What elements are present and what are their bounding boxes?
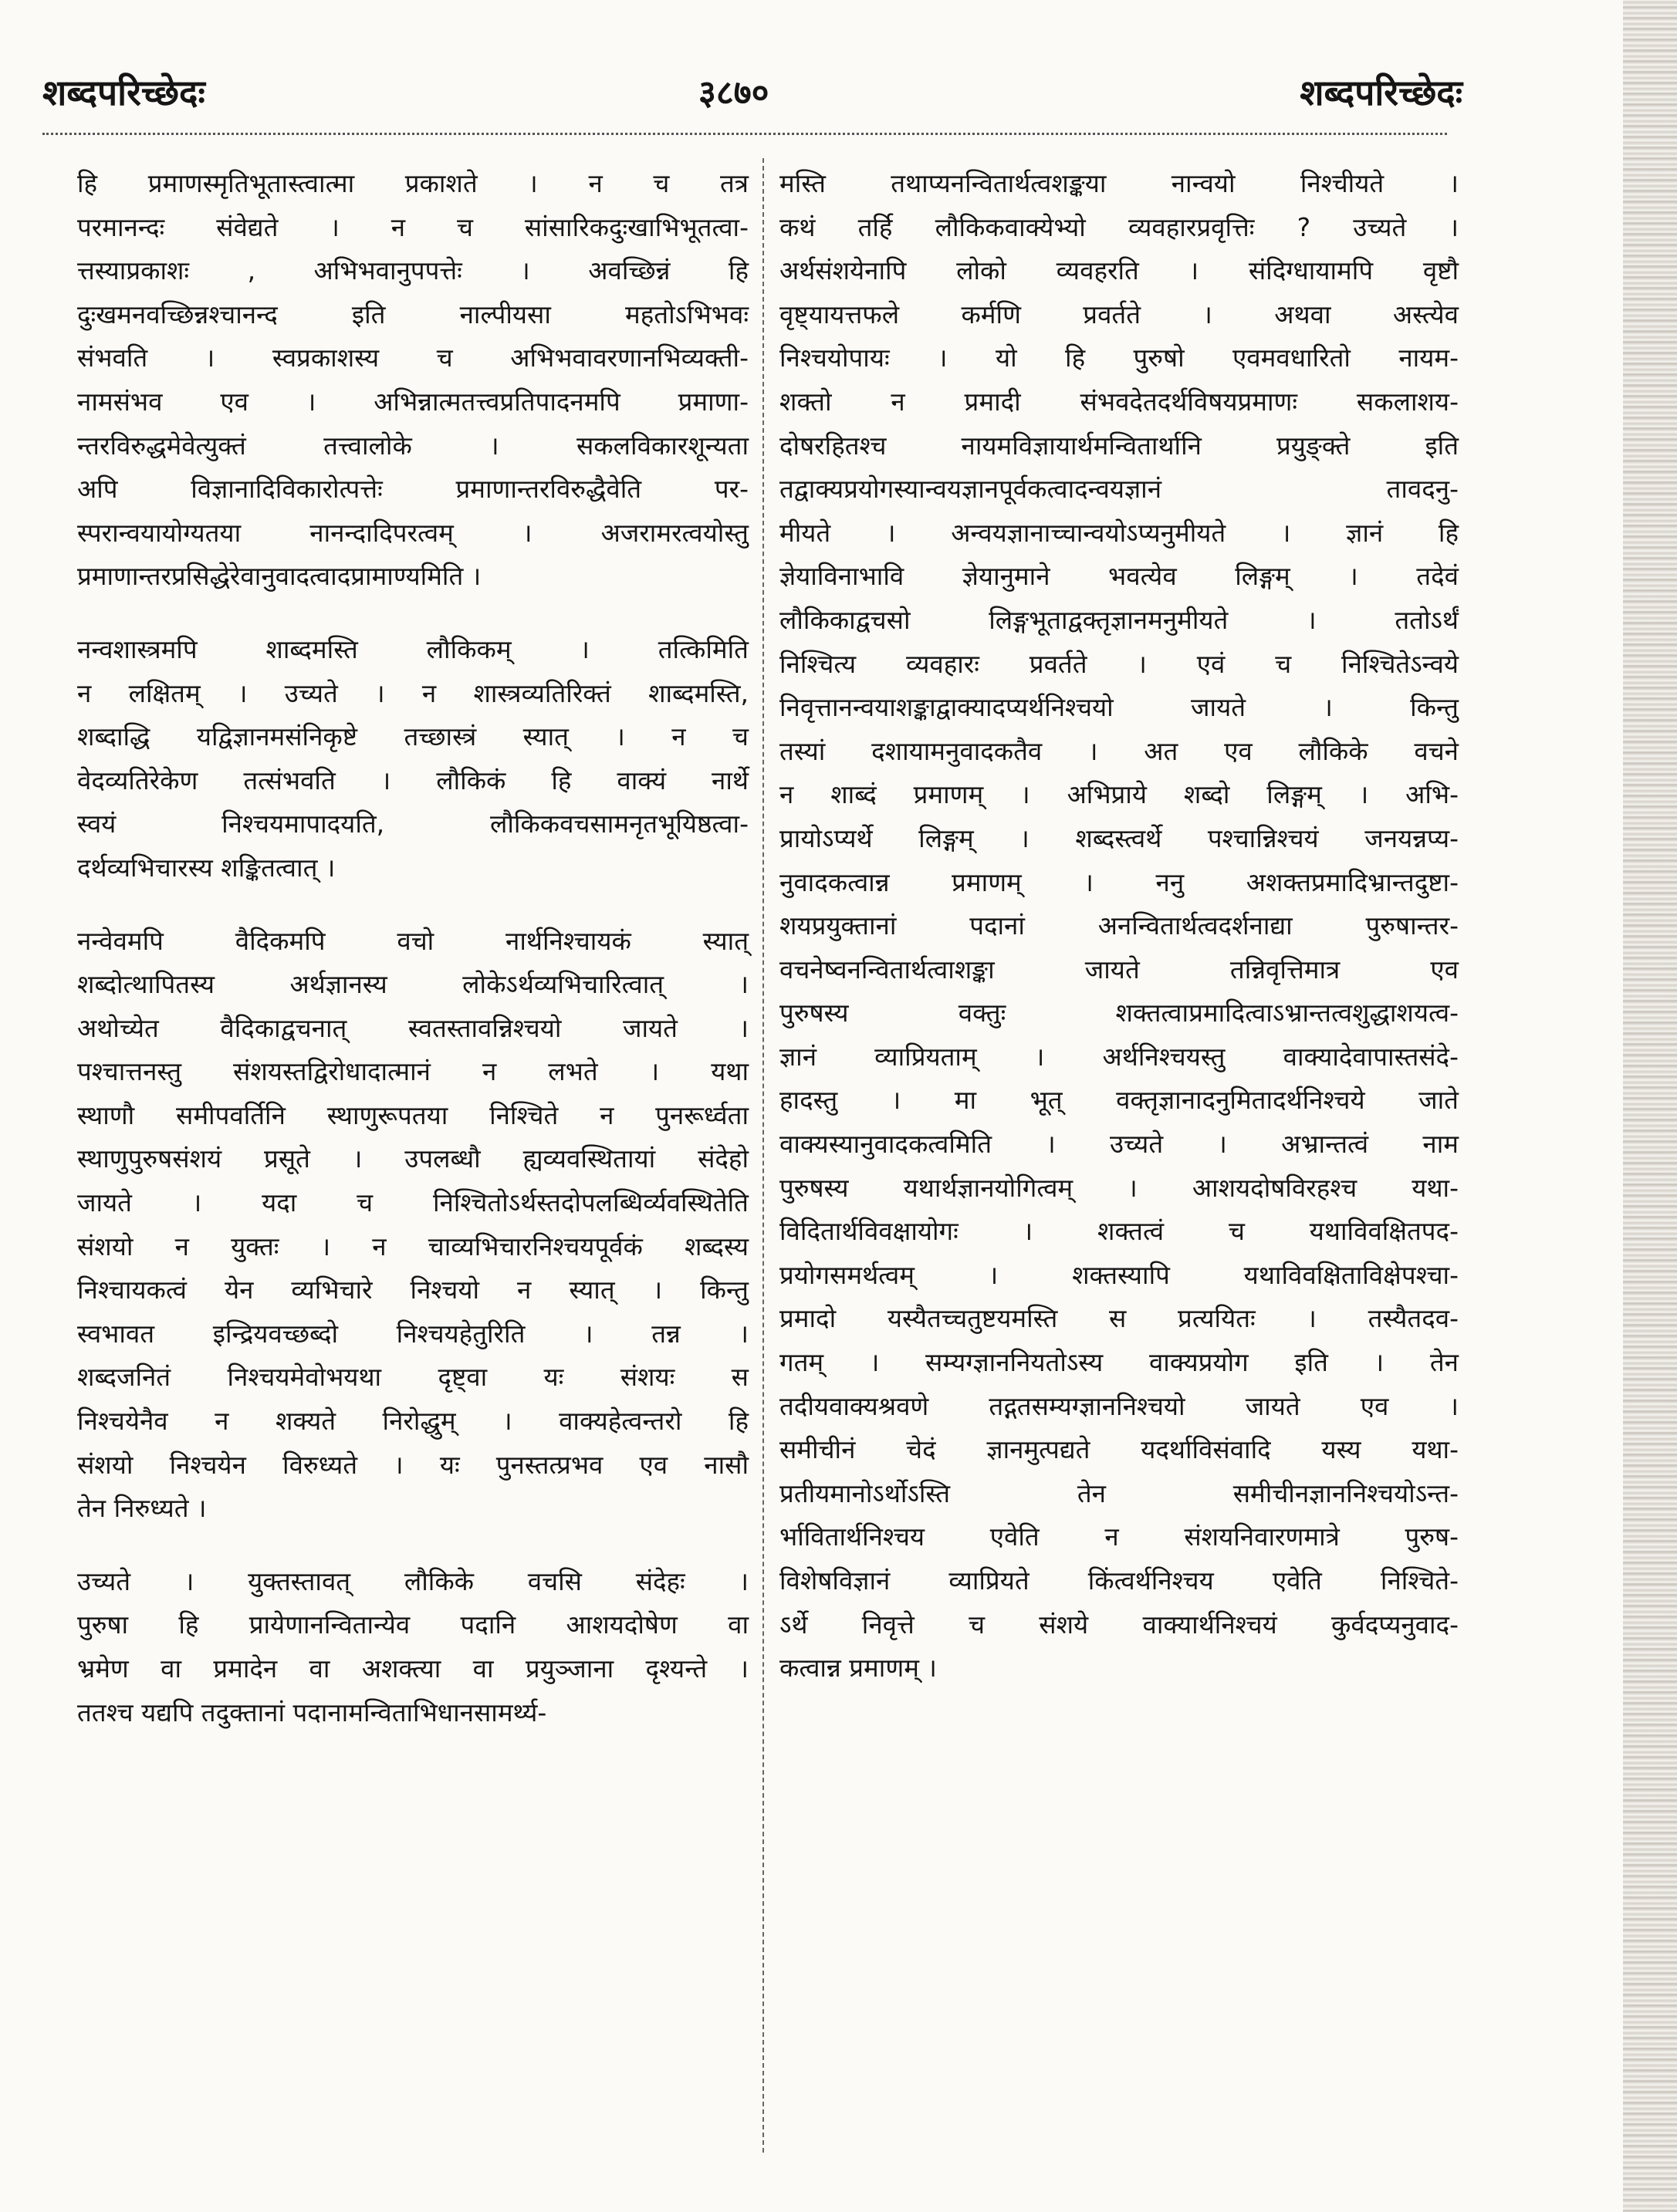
text-line: प्रायोऽप्यर्थे लिङ्गम् । शब्दस्त्वर्थे पश्चान्निश्चयं जनयन्नप्य- bbox=[779, 822, 1459, 853]
text-line: हि प्रमाणस्मृतिभूतास्त्वात्मा प्रकाशते । न च तत्र bbox=[77, 168, 749, 198]
text-line: भ्रमेण वा प्रमादेन वा अशक्त्या वा प्रयुञ्जाना दृश्यन्ते । bbox=[77, 1653, 749, 1683]
text-line: तद्वाक्यप्रयोगस्यान्वयज्ञानपूर्वकत्वादन्वयज्ञानं तावदनु- bbox=[779, 474, 1459, 505]
text-line: प्रयोगसमर्थत्वम् । शक्तस्यापि यथाविवक्षिताविक्षेपश्चा- bbox=[779, 1259, 1459, 1290]
paragraph bbox=[77, 1560, 749, 1734]
paragraph bbox=[779, 162, 1459, 1690]
text-line: जायते । यदा च निश्चितोऽर्थस्तदोपलब्धिर्व्यवस्थितेति bbox=[77, 1187, 749, 1218]
left-column bbox=[77, 162, 749, 1734]
text-line: ज्ञेयाविनाभावि ज्ञेयानुमाने भवत्येव लिङ्गम् । तदेवं bbox=[779, 561, 1459, 592]
text-line: न्तरविरुद्धमेवेत्युक्तं तत्त्वालोके । सकलविकारशून्यता bbox=[77, 430, 749, 461]
text-line: नुवादकत्वान्न प्रमाणम् । ननु अशक्तप्रमादिभ्रान्तदुष्टा- bbox=[779, 866, 1459, 897]
text-line: अपि विज्ञानादिविकारोत्पत्तेः प्रमाणान्तरविरुद्धैवेति पर- bbox=[77, 474, 749, 505]
text-line: दोषरहितश्च नायमविज्ञायार्थमन्वितार्थानि प्रयुङ्क्ते इति bbox=[779, 430, 1459, 461]
text-line: तदीयवाक्यश्रवणे तद्गतसम्यग्ज्ञाननिश्चयो जायते एव । bbox=[779, 1390, 1459, 1421]
text-line: शक्तो न प्रमादी संभवदेतदर्थविषयप्रमाणः सकलाशय- bbox=[779, 386, 1459, 417]
text-line: प्रतीयमानोऽर्थोऽस्ति तेन समीचीनज्ञाननिश्चयोऽन्त- bbox=[779, 1477, 1459, 1508]
text-line: स्परान्वयायोग्यतया नानन्दादिपरत्वम् । अजरामरत्वयोस्तु bbox=[77, 517, 749, 548]
text-line: र्भावितार्थनिश्चय एवेति न संशयनिवारणमात्रे पुरुष- bbox=[779, 1521, 1459, 1552]
text-line: पुरुषस्य यथार्थज्ञानयोगित्वम् । आशयदोषविरहश्च यथा- bbox=[779, 1172, 1459, 1203]
text-line: शयप्रयुक्तानां पदानां अनन्वितार्थत्वदर्शनाद्या पुरुषान्तर- bbox=[779, 910, 1459, 941]
text-line: प्रमाणान्तरप्रसिद्धेरेवानुवादत्वादप्रामाण्यमिति । bbox=[77, 561, 482, 592]
page-header bbox=[42, 60, 1462, 130]
text-line: संभवति । स्वप्रकाशस्य च अभिभवावरणानभिव्यक्ती- bbox=[77, 343, 749, 373]
text-line: विशेषविज्ञानं व्याप्रियते किंत्वर्थनिश्चय एवेति निश्चिते- bbox=[779, 1565, 1459, 1596]
header-divider bbox=[42, 133, 1447, 135]
text-line: कत्वान्न प्रमाणम् । bbox=[779, 1653, 937, 1683]
text-line: वाक्यस्यानुवादकत्वमिति । उच्यते । अभ्रान्तत्वं नाम bbox=[779, 1129, 1459, 1160]
text-line: मस्ति तथाप्यनन्वितार्थत्वशङ्कया नान्वयो निश्चीयते । bbox=[779, 168, 1459, 198]
running-title-right: शब्दपरिच्छेदः bbox=[1300, 72, 1462, 113]
text-line: पुरुषस्य वक्तुः शक्तत्वाप्रमादित्वाऽभ्रान्तत्वशुद्धाशयत्व- bbox=[779, 998, 1459, 1028]
text-line: तेन निरुध्यते । bbox=[77, 1493, 207, 1524]
text-line: परमानन्दः संवेद्यते । न च सांसारिकदुःखाभिभूतत्वा- bbox=[77, 211, 749, 242]
text-line: निश्चयेनैव न शक्यते निरोद्धुम् । वाक्यहेत्वन्तरो हि bbox=[77, 1406, 749, 1437]
text-line: पुरुषा हि प्रायेणानन्वितान्येव पदानि आशयदोषेण वा bbox=[77, 1609, 749, 1640]
text-line: स्थाणुपुरुषसंशयं प्रसूते । उपलब्धौ ह्यव्यवस्थितायां संदेहो bbox=[77, 1143, 749, 1174]
text-line: त्तस्याप्रकाशः , अभिभवानुपपत्तेः । अवच्छिन्नं हि bbox=[77, 255, 749, 286]
text-line: ज्ञानं व्याप्रियताम् । अर्थनिश्चयस्तु वाक्यादेवापास्तसंदे- bbox=[779, 1041, 1459, 1072]
text-line: पश्चात्तनस्तु संशयस्तद्विरोधादात्मानं न लभते । यथा bbox=[77, 1056, 749, 1087]
text-line: शब्दोत्थापितस्य अर्थज्ञानस्य लोकेऽर्थव्यभिचारित्वात् । bbox=[77, 969, 749, 1000]
text-line: स्वयं निश्चयमापादयति, लौकिकवचसामनृतभूयिष्ठत्वा- bbox=[77, 809, 749, 839]
text-line: वचनेष्वनन्वितार्थत्वाशङ्का जायते तन्निवृत्तिमात्र एव bbox=[779, 954, 1459, 984]
text-line: ततश्च यद्यपि तदुक्तानां पदानामन्विताभिधानसामर्थ्य- bbox=[77, 1697, 547, 1727]
text-line: नामसंभव एव । अभिन्नात्मतत्त्वप्रतिपादनमपि प्रमाणा- bbox=[77, 386, 749, 417]
text-line: निवृत्तानन्वयाशङ्काद्वाक्यादप्यर्थनिश्चयो जायते । किन्तु bbox=[779, 692, 1459, 723]
text-line: निश्चित्य व्यवहारः प्रवर्तते । एवं च निश्चितेऽन्वये bbox=[779, 648, 1459, 679]
text-line: स्वभावत इन्द्रियवच्छब्दो निश्चयहेतुरिति । तन्न । bbox=[77, 1318, 749, 1349]
text-line: संशयो निश्चयेन विरुध्यते । यः पुनस्तत्प्रभव एव नासौ bbox=[77, 1449, 749, 1480]
text-line: प्रमादो यस्यैतच्चतुष्टयमस्ति स प्रत्ययितः । तस्यैतदव- bbox=[779, 1303, 1459, 1334]
text-line: संशयो न युक्तः । न चाव्यभिचारनिश्चयपूर्वकं शब्दस्य bbox=[77, 1231, 749, 1261]
paragraph bbox=[77, 628, 749, 890]
text-line: नन्वशास्त्रमपि शाब्दमस्ति लौकिकम् । तत्किमिति bbox=[77, 633, 749, 664]
page-number: ३८७० bbox=[698, 73, 769, 113]
running-title-left: शब्दपरिच्छेदः bbox=[42, 72, 205, 113]
text-line: ऽर्थे निवृत्ते च संशये वाक्यार्थनिश्चयं कुर्वदप्यनुवाद- bbox=[779, 1609, 1459, 1640]
text-line: अर्थसंशयेनापि लोको व्यवहरति । संदिग्धायामपि वृष्टौ bbox=[779, 255, 1459, 286]
text-line: नन्वेवमपि वैदिकमपि वचो नार्थनिश्चायकं स्यात् bbox=[77, 925, 749, 956]
text-line: उच्यते । युक्तस्तावत् लौकिके वचसि संदेहः । bbox=[77, 1565, 749, 1596]
text-line: लौकिकाद्वचसो लिङ्गभूताद्वक्तृज्ञानमनुमीयते । ततोऽर्थं bbox=[779, 604, 1459, 635]
text-line: वृष्ट्यायत्तफले कर्मणि प्रवर्तते । अथवा अस्त्येव bbox=[779, 299, 1459, 329]
text-line: मीयते । अन्वयज्ञानाच्चान्वयोऽप्यनुमीयते । ज्ञानं हि bbox=[779, 517, 1459, 548]
text-line: न लक्षितम् । उच्यते । न शास्त्रव्यतिरिक्तं शाब्दमस्ति, bbox=[77, 677, 749, 708]
text-line: दुःखमनवच्छिन्नश्चानन्द इति नाल्पीयसा महतोऽभिभवः bbox=[77, 299, 749, 329]
text-line: न शाब्दं प्रमाणम् । अभिप्राये शब्दो लिङ्गम् । अभि- bbox=[779, 779, 1459, 810]
paragraph bbox=[77, 920, 749, 1531]
text-line: शब्दजनितं निश्चयमेवोभयथा दृष्ट्वा यः संशयः स bbox=[77, 1362, 749, 1393]
right-column bbox=[779, 162, 1459, 1690]
text-line: समीचीनं चेदं ज्ञानमुत्पद्यते यदर्थाविसंवादि यस्य यथा- bbox=[779, 1434, 1459, 1465]
text-line: विदितार्थविवक्षायोगः । शक्तत्वं च यथाविवक्षितपद- bbox=[779, 1216, 1459, 1247]
text-line: अथोच्येत वैदिकाद्वचनात् स्वतस्तावन्निश्चयो जायते । bbox=[77, 1012, 749, 1043]
text-line: वेदव्यतिरेकेण तत्संभवति । लौकिकं हि वाक्यं नार्थे bbox=[77, 765, 749, 795]
text-line: हादस्तु । मा भूत् वक्तृज्ञानादनुमितादर्थनिश्चये जाते bbox=[779, 1085, 1459, 1116]
column-divider bbox=[762, 158, 764, 2153]
page-edge-scan bbox=[1623, 0, 1677, 2212]
text-line: गतम् । सम्यग्ज्ञाननियतोऽस्य वाक्यप्रयोग इति । तेन bbox=[779, 1347, 1459, 1378]
text-line: तस्यां दशायामनुवादकतैव । अत एव लौकिके वचने bbox=[779, 735, 1459, 766]
text-line: निश्चायकत्वं येन व्यभिचारे निश्चयो न स्यात् । किन्तु bbox=[77, 1275, 749, 1305]
text-line: स्थाणौ समीपवर्तिनि स्थाणुरूपतया निश्चिते न पुनरूर्ध्वता bbox=[77, 1099, 749, 1130]
text-line: दर्थव्यभिचारस्य शङ्कितत्वात् । bbox=[77, 852, 336, 883]
text-line: निश्चयोपायः । यो हि पुरुषो एवमवधारितो नायम- bbox=[779, 343, 1459, 373]
paragraph bbox=[77, 162, 749, 599]
text-line: कथं तर्हि लौकिकवाक्येभ्यो व्यवहारप्रवृत्तिः ? उच्यते । bbox=[779, 211, 1459, 242]
text-line: शब्दाद्धि यद्विज्ञानमसंनिकृष्टे तच्छास्त्रं स्यात् । न च bbox=[77, 721, 749, 752]
